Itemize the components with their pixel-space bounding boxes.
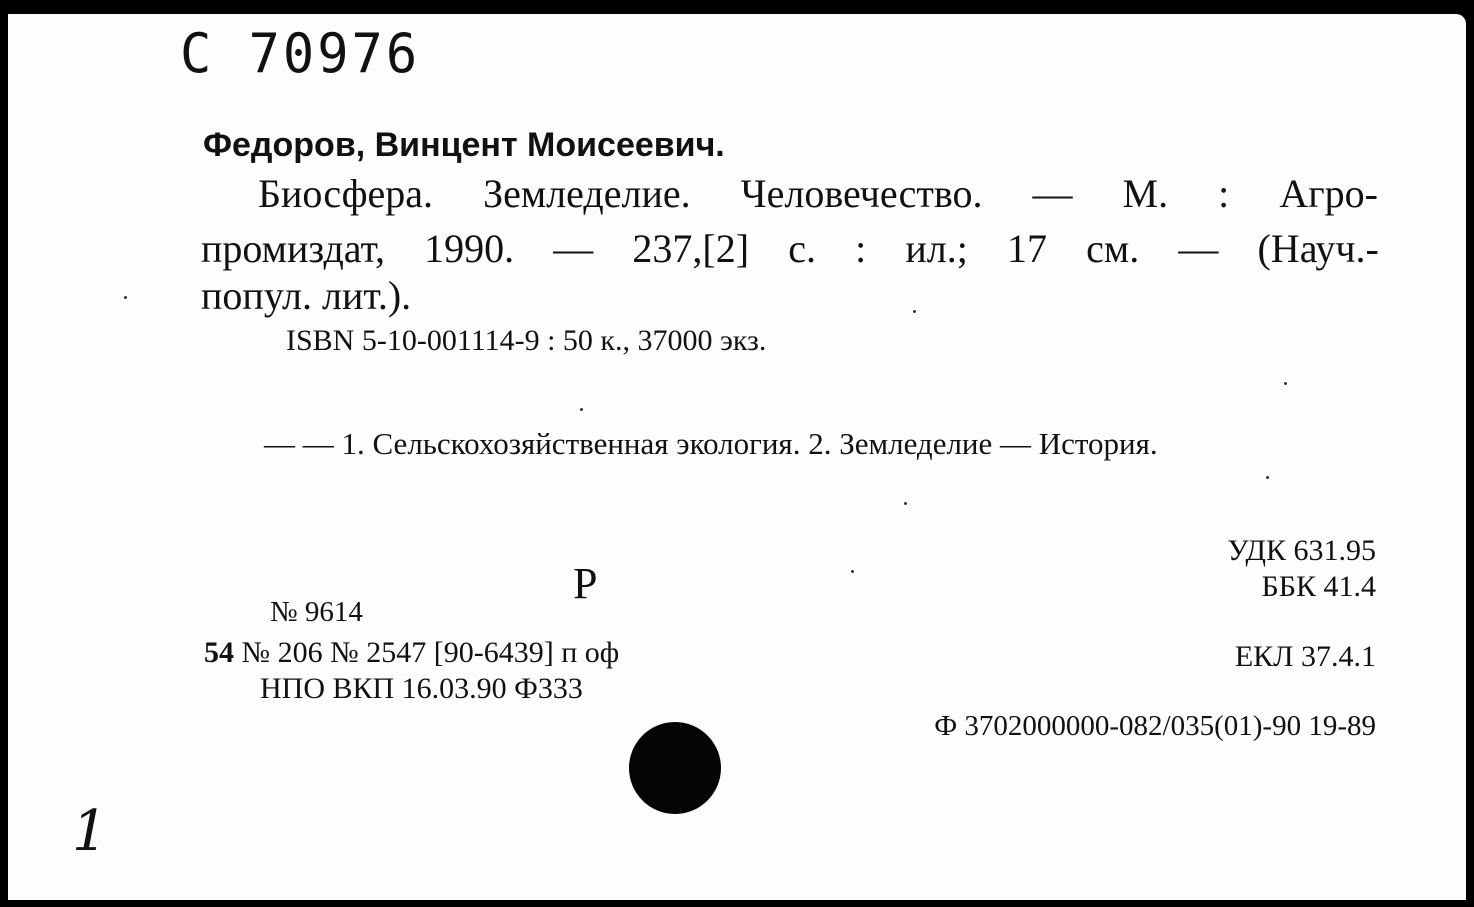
ink-speck xyxy=(913,310,916,313)
ekl-code: ЕКЛ 37.4.1 xyxy=(1234,640,1376,673)
description-word: : xyxy=(1218,171,1230,216)
description-word: с. xyxy=(788,226,816,271)
description-word: см. xyxy=(1086,226,1140,271)
description-word: — xyxy=(1032,171,1073,216)
ink-speck xyxy=(904,502,907,505)
description-word: промиздат, xyxy=(201,226,385,271)
ink-speck xyxy=(851,570,854,573)
description-word: (Науч.- xyxy=(1257,226,1379,271)
print-line xyxy=(204,638,619,668)
call-number: С 70976 xyxy=(180,22,421,86)
catalog-card xyxy=(8,14,1466,900)
ink-speck xyxy=(1266,476,1269,479)
description-word: — xyxy=(1178,226,1219,271)
order-number: № 9614 xyxy=(270,596,363,628)
description-word: Биосфера. xyxy=(258,171,434,216)
price-code: Ф 3702000000-082/035(01)-90 19-89 xyxy=(934,710,1376,742)
subjects-line: — — 1. Сельскохозяйственная экология. 2. Земледелие — История. xyxy=(264,426,1158,461)
description-word: ил.; xyxy=(905,226,968,271)
isbn-line: ISBN 5-10-001114-9 : 50 к., 37000 экз. xyxy=(286,324,767,357)
print-line-rest: № 206 № 2547 [90-6439] п оф xyxy=(241,636,620,669)
description-word: 237,[2] xyxy=(632,226,750,271)
ink-speck xyxy=(1284,382,1287,385)
description-word: Земледелие. xyxy=(483,171,691,216)
ink-speck xyxy=(124,296,127,299)
description-word: Человечество. xyxy=(740,171,983,216)
description-word: М. xyxy=(1122,171,1169,216)
print-line-prefix: 54 xyxy=(204,636,234,669)
description-word: Агро- xyxy=(1279,171,1378,216)
udk-code: УДК 631.95 xyxy=(1227,534,1376,567)
r-mark: Р xyxy=(573,559,598,608)
bbk-code: ББК 41.4 xyxy=(1261,570,1376,603)
ink-speck xyxy=(580,408,583,411)
description-line-2 xyxy=(201,226,1379,271)
description-line-1 xyxy=(258,171,1378,216)
npo-line: НПО ВКП 16.03.90 Ф333 xyxy=(260,672,583,705)
handwritten-mark: 1 xyxy=(72,799,108,864)
description-word: — xyxy=(553,226,594,271)
description-line-3: попул. лит.). xyxy=(201,273,412,318)
author-heading: Федоров, Винцент Моисеевич. xyxy=(203,126,725,164)
description-word: : xyxy=(855,226,867,271)
punch-hole xyxy=(629,722,721,814)
description-word: 17 xyxy=(1006,226,1047,271)
description-word: 1990. xyxy=(424,226,515,271)
